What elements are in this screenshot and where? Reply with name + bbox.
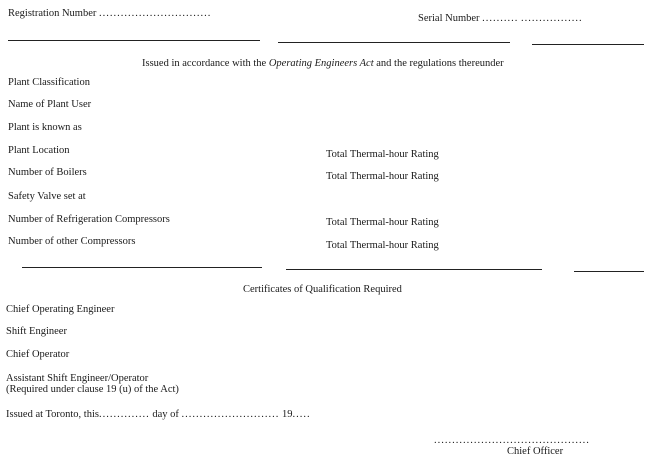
- issued-statement: Issued in accordance with the Operating Engineers Act and the regulations thereunder: [142, 58, 504, 69]
- chief-officer-label: Chief Officer: [507, 446, 564, 457]
- issued-at-line: Issued at Toronto, this.............. day of ........................... 19.....: [6, 409, 311, 420]
- chief-operating-engineer-label: Chief Operating Engineer: [6, 304, 115, 315]
- registration-number-label: Registration Number ...............................: [8, 8, 212, 19]
- registration-number-field[interactable]: ...............................: [98, 8, 212, 19]
- mid-rule-3: [574, 271, 644, 272]
- mid-rule-1: [22, 267, 262, 268]
- assistant-engineer-label: Assistant Shift Engineer/Operator: [6, 373, 149, 384]
- thermal-rating-label-4: Total Thermal-hour Rating: [326, 240, 439, 251]
- number-of-boilers-label: Number of Boilers: [8, 167, 87, 178]
- month-field[interactable]: ...........................: [181, 409, 280, 420]
- plant-classification-label: Plant Classification: [8, 77, 90, 88]
- plant-user-label: Name of Plant User: [8, 99, 92, 110]
- top-rule-1: [8, 40, 260, 41]
- top-rule-2: [278, 42, 510, 43]
- top-rule-3: [532, 44, 644, 45]
- assistant-engineer-note: (Required under clause 19 (u) of the Act): [6, 384, 179, 395]
- year-field[interactable]: .....: [292, 409, 311, 420]
- signature-line[interactable]: ...........................................: [434, 435, 590, 446]
- shift-engineer-label: Shift Engineer: [6, 326, 67, 337]
- certificates-heading: Certificates of Qualification Required: [243, 284, 402, 295]
- safety-valve-label: Safety Valve set at: [8, 191, 86, 202]
- mid-rule-2: [286, 269, 542, 270]
- thermal-rating-label-2: Total Thermal-hour Rating: [326, 171, 439, 182]
- serial-number-field-1[interactable]: ..........: [482, 13, 519, 24]
- act-name: Operating Engineers Act: [268, 58, 374, 69]
- chief-operator-label: Chief Operator: [6, 349, 70, 360]
- serial-number-label: Serial Number .......... .................: [418, 13, 583, 24]
- refrigeration-compressors-label: Number of Refrigeration Compressors: [8, 214, 170, 225]
- day-field[interactable]: ..............: [98, 409, 150, 420]
- other-compressors-label: Number of other Compressors: [8, 236, 136, 247]
- serial-number-field-2[interactable]: .................: [521, 13, 583, 24]
- thermal-rating-label-1: Total Thermal-hour Rating: [326, 149, 439, 160]
- plant-location-label: Plant Location: [8, 145, 70, 156]
- plant-known-as-label: Plant is known as: [8, 122, 82, 133]
- thermal-rating-label-3: Total Thermal-hour Rating: [326, 217, 439, 228]
